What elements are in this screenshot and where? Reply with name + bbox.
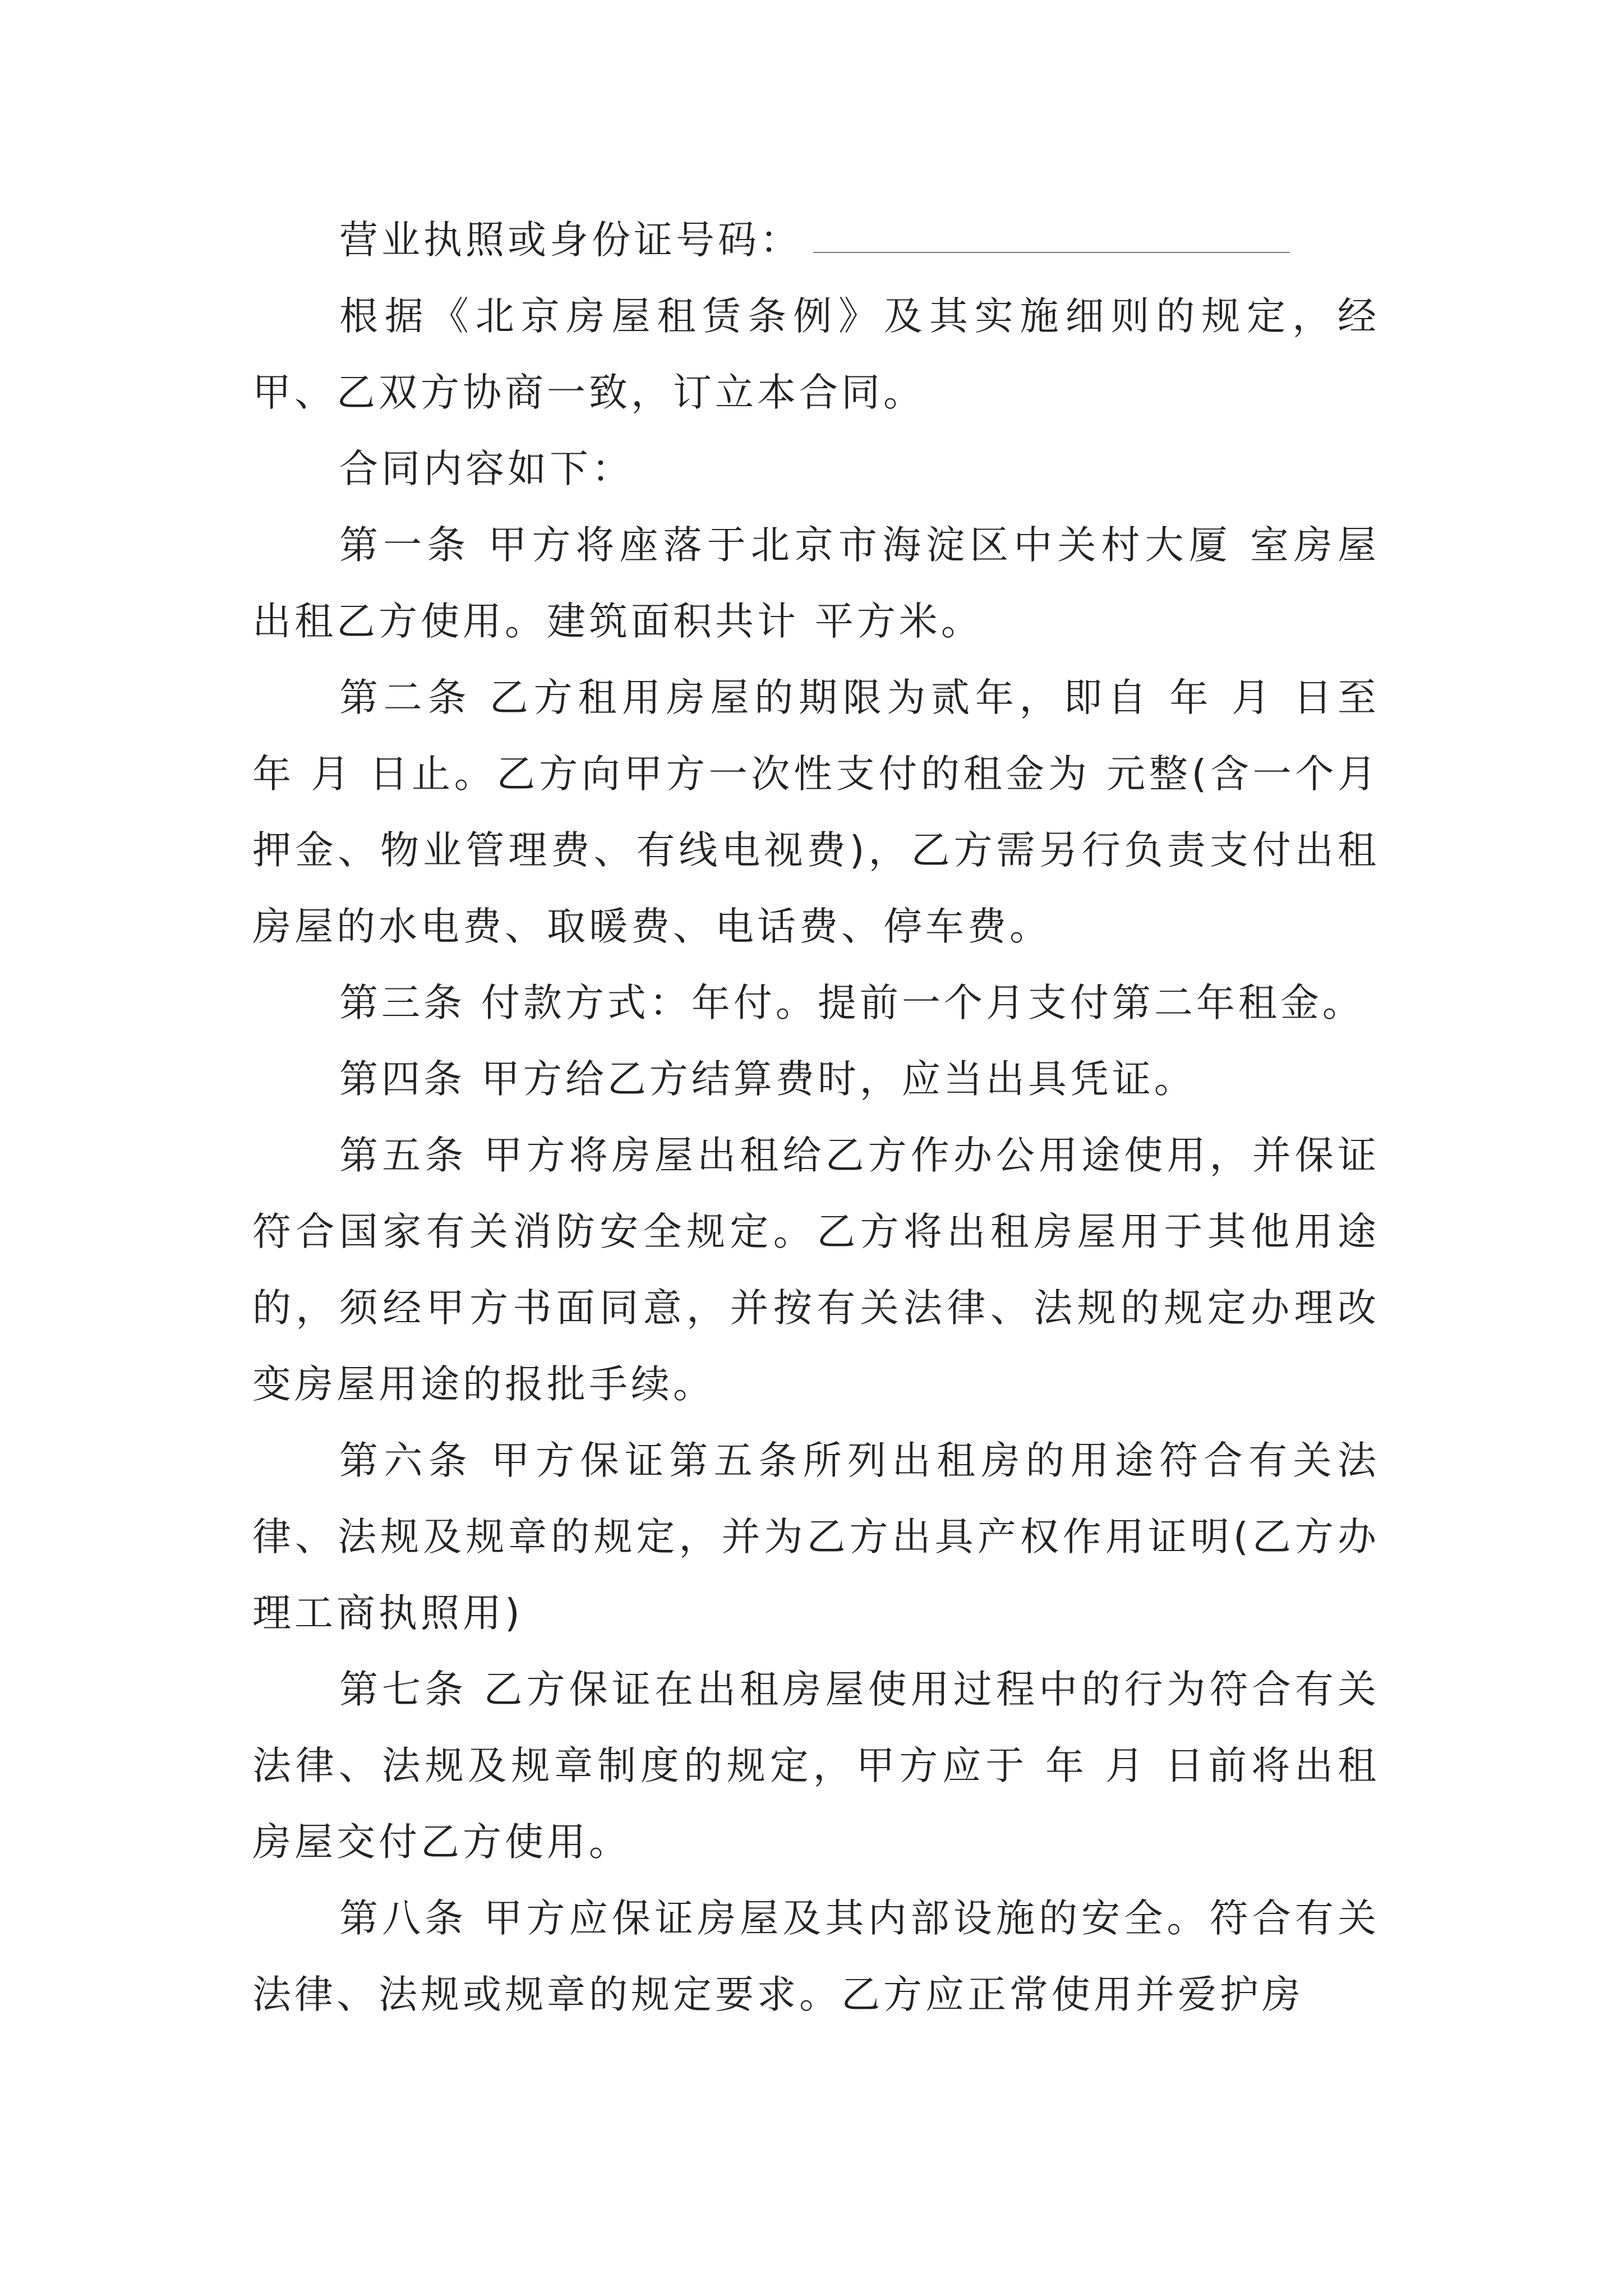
id-number-line (252, 202, 1380, 278)
article-8: 第八条 甲方应保证房屋及其内部设施的安全。符合有关法律、法规或规章的规定要求。乙方应正常使用并爱护房 (252, 1896, 1380, 2017)
article-2: 第二条 乙方租用房屋的期限为贰年，即自 年 月 日至 年 月 日止。乙方向甲方一次性支付的租金为 元整(含一个月押金、物业管理费、有线电视费)，乙方需另行负责支付出租房屋的水电费、取暖费、电话费、停车费。 (252, 675, 1380, 949)
id-number-label: 营业执照或身份证号码： (339, 218, 802, 263)
article-3: 第三条 付款方式：年付。提前一个月支付第二年租金。 (339, 981, 1364, 1025)
paragraph-contents-intro: 合同内容如下： (339, 447, 634, 491)
article-7: 第七条 乙方保证在出租房屋使用过程中的行为符合有关法律、法规及规章制度的规定，甲方应于 年 月 日前将出租房屋交付乙方使用。 (252, 1667, 1380, 1865)
id-number-blank-field (813, 218, 1290, 253)
paragraph-preamble: 根据《北京房屋租赁条例》及其实施细则的规定，经甲、乙双方协商一致，订立本合同。 (252, 294, 1380, 415)
article-1: 第一条 甲方将座落于北京市海淀区中关村大厦 室房屋出租乙方使用。建筑面积共计 平方米。 (252, 523, 1380, 644)
article-6: 第六条 甲方保证第五条所列出租房的用途符合有关法律、法规及规章的规定，并为乙方出具产权作用证明(乙方办理工商执照用) (252, 1438, 1380, 1636)
article-5: 第五条 甲方将房屋出租给乙方作办公用途使用，并保证符合国家有关消防安全规定。乙方将出租房屋用于其他用途的，须经甲方书面同意，并按有关法律、法规的规定办理改变房屋用途的报批手续。 (252, 1133, 1380, 1407)
article-4: 第四条 甲方给乙方结算费时，应当出具凭证。 (339, 1057, 1196, 1102)
document-body (252, 202, 1380, 2033)
